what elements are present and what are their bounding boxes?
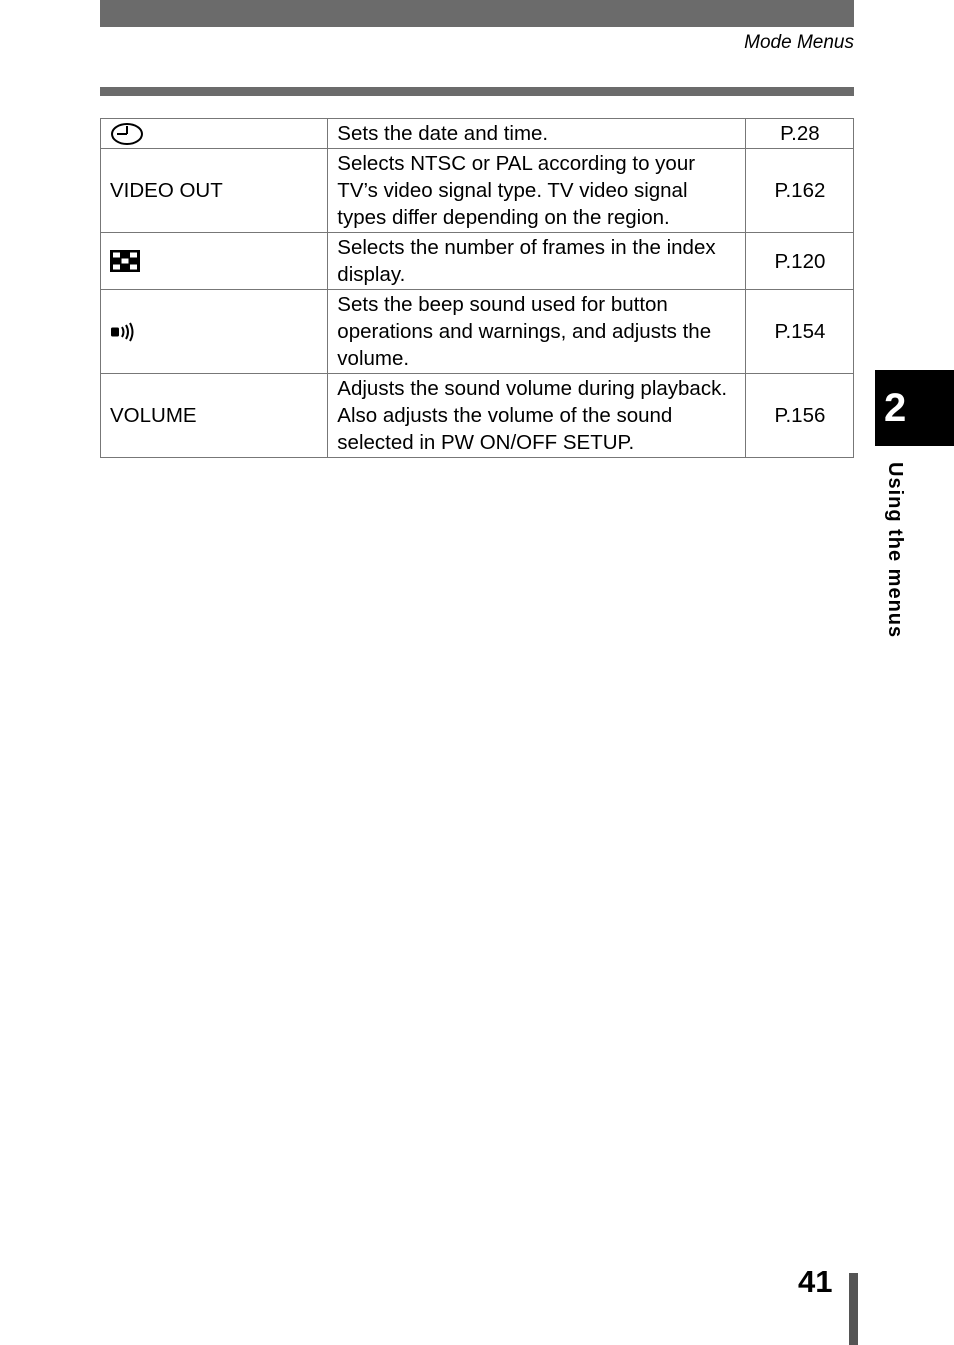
- menu-item-description: Sets the beep sound used for button operations and warnings, and adjusts the volume.: [328, 290, 746, 374]
- clock-icon: [110, 122, 319, 146]
- table-row: [101, 374, 854, 458]
- table-row: [101, 233, 854, 290]
- chapter-tab: [875, 370, 954, 446]
- table-row: [101, 119, 854, 149]
- table-row: [101, 149, 854, 233]
- menu-item-page-ref: P.120: [745, 233, 853, 290]
- menu-item-cell: [101, 290, 328, 374]
- menu-item-description: Selects NTSC or PAL according to your TV’s video signal type. TV video signal types differ depending on the region.: [328, 149, 746, 233]
- header-bar: [100, 0, 854, 27]
- header-rule: [100, 87, 854, 96]
- menu-item-page-ref: P.162: [745, 149, 853, 233]
- index-grid-icon: [110, 250, 319, 272]
- menu-item-description: Sets the date and time.: [328, 119, 746, 149]
- menu-item-description: Adjusts the sound volume during playback. Also adjusts the volume of the sound selected in PW ON/OFF SETUP.: [328, 374, 746, 458]
- menu-item-description: Selects the number of frames in the index display.: [328, 233, 746, 290]
- beep-sound-icon: [110, 321, 319, 343]
- menu-item-page-ref: P.156: [745, 374, 853, 458]
- menu-table: [100, 118, 854, 458]
- menu-item-label: VOLUME: [101, 374, 328, 458]
- page-number: 41: [798, 1264, 833, 1299]
- menu-item-label: VIDEO OUT: [101, 149, 328, 233]
- menu-item-page-ref: P.28: [745, 119, 853, 149]
- chapter-number: 2: [884, 386, 907, 430]
- menu-item-cell: [101, 233, 328, 290]
- page-number-bar: [849, 1273, 858, 1345]
- table-row: [101, 290, 854, 374]
- section-title: Mode Menus: [744, 32, 854, 53]
- menu-item-page-ref: P.154: [745, 290, 853, 374]
- menu-item-cell: [101, 119, 328, 149]
- chapter-label: Using the menus: [884, 462, 906, 639]
